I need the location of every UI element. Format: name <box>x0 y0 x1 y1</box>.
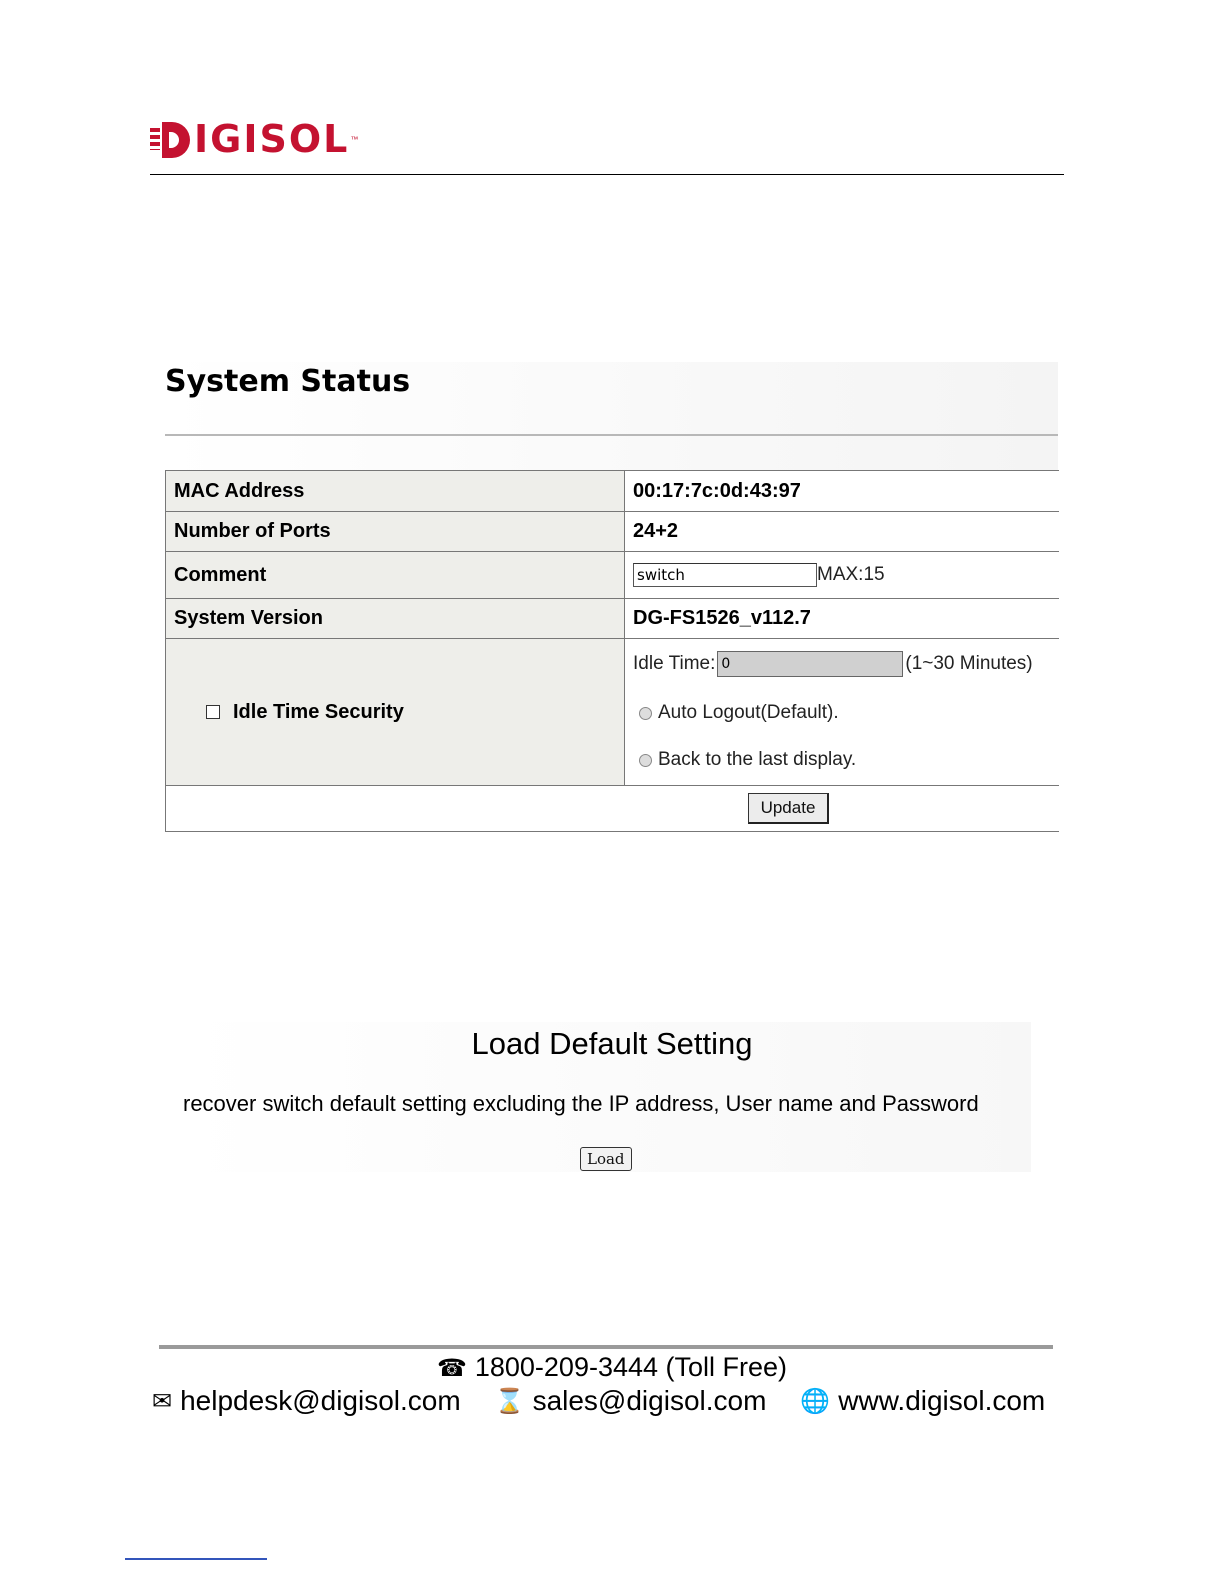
system-status-table <box>165 470 1059 832</box>
table-row <box>166 552 1059 599</box>
footer-sales <box>495 1385 767 1417</box>
digisol-logo <box>150 118 358 160</box>
load-default-description: recover switch default setting excluding the IP address, User name and Password <box>183 1091 979 1116</box>
load-button[interactable]: Load <box>580 1147 632 1171</box>
mail-icon: ✉ <box>152 1387 173 1415</box>
auto-logout-radio[interactable] <box>639 707 652 720</box>
back-last-display-label: Back to the last display. <box>658 749 857 770</box>
back-last-display-radio[interactable] <box>639 754 652 767</box>
logo-text: IGISOL <box>194 117 350 161</box>
table-row <box>166 512 1059 552</box>
mac-address-label: MAC Address <box>166 471 625 511</box>
ports-label: Number of Ports <box>166 512 625 551</box>
system-version-label: System Version <box>166 599 625 638</box>
idle-time-line <box>633 651 1033 677</box>
idle-time-input[interactable] <box>717 651 903 677</box>
comment-max-hint: MAX:15 <box>817 564 885 585</box>
idle-options-cell <box>625 639 1059 785</box>
auto-logout-label: Auto Logout(Default). <box>658 702 839 723</box>
email-address[interactable]: helpdesk@digisol.com <box>180 1385 461 1416</box>
idle-security-label: Idle Time Security <box>233 700 404 723</box>
back-last-display-option[interactable] <box>639 749 856 771</box>
idle-time-label: Idle Time: <box>633 653 716 674</box>
footer-website <box>800 1385 1045 1417</box>
sales-address[interactable]: sales@digisol.com <box>532 1385 767 1416</box>
footer-email <box>152 1385 461 1417</box>
mac-address-value: 00:17:7c:0d:43:97 <box>625 471 1059 511</box>
idle-security-cell <box>166 639 625 785</box>
auto-logout-option[interactable] <box>639 702 839 724</box>
update-row <box>166 786 1059 832</box>
load-default-title: Load Default Setting <box>471 1026 753 1061</box>
page-title: System Status <box>165 364 411 399</box>
website-link[interactable]: www.digisol.com <box>838 1385 1046 1416</box>
comment-input[interactable] <box>633 563 817 587</box>
phone-number: 1800-209-3444 (Toll Free) <box>474 1352 788 1382</box>
bottom-link-underline <box>125 1558 267 1560</box>
phone-icon: ☎ <box>436 1355 467 1382</box>
ports-value: 24+2 <box>625 512 1059 551</box>
system-version-value: DG-FS1526_v112.7 <box>625 599 1059 638</box>
table-row <box>166 599 1059 639</box>
title-divider <box>165 434 1058 436</box>
logo-d-mark <box>150 118 192 160</box>
idle-security-checkbox[interactable] <box>206 705 220 719</box>
globe-icon: 🌐 <box>800 1387 831 1415</box>
table-row <box>166 639 1059 786</box>
footer-phone <box>0 1352 1224 1383</box>
update-button[interactable]: Update <box>748 793 830 824</box>
footer-divider <box>159 1345 1053 1349</box>
header-divider <box>150 174 1064 175</box>
idle-time-hint: (1~30 Minutes) <box>905 653 1033 674</box>
logo-trademark: ™ <box>350 134 359 144</box>
hourglass-icon: ⌛ <box>494 1387 525 1415</box>
comment-label: Comment <box>166 552 625 598</box>
footer-contacts <box>152 1385 1045 1417</box>
table-row <box>166 471 1059 512</box>
comment-cell <box>625 552 1059 598</box>
